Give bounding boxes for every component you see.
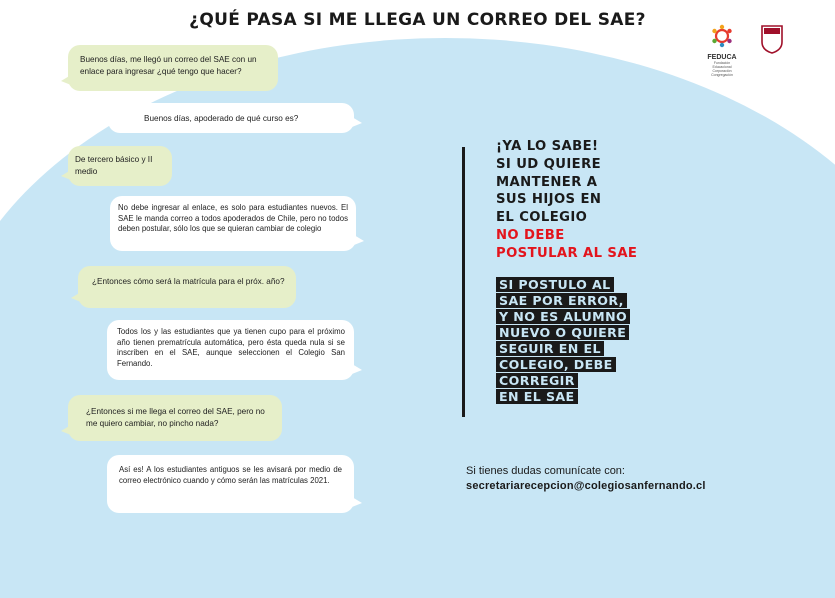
secondary-message-line: CORREGIR (496, 373, 578, 388)
bubble-tail (352, 117, 362, 127)
chat-bubble-answer-1 (108, 103, 354, 133)
chat-bubble-text: Buenos días, apoderado de qué curso es? (144, 114, 299, 123)
chat-bubble-answer-2 (110, 196, 356, 251)
vertical-divider (462, 147, 465, 417)
bubble-tail (352, 497, 362, 507)
chat-bubble-text: ¿Entonces si me llega el correo del SAE, pero no me quiero cambiar, no pincho nada? (86, 407, 265, 428)
secondary-message-line: NUEVO O QUIERE (496, 325, 629, 340)
chat-bubble-text: De tercero básico y II medio (75, 155, 153, 176)
chat-bubble-text: ¿Entonces cómo será la matrícula para el próx. año? (92, 277, 285, 286)
secondary-message-line: EN EL SAE (496, 389, 578, 404)
secondary-message (496, 277, 696, 405)
secondary-message-line: SEGUIR EN EL (496, 341, 604, 356)
bubble-tail (61, 425, 71, 435)
secondary-message-line: Y NO ES ALUMNO (496, 309, 630, 324)
secondary-message-line: COLEGIO, DEBE (496, 357, 616, 372)
page-title: ¿QUÉ PASA SI ME LLEGA UN CORREO DEL SAE? (189, 10, 646, 30)
contact-prompt: Si tienes dudas comunícate con: (466, 465, 625, 477)
feduca-logo (705, 24, 739, 77)
main-message-line: EL COLEGIO (496, 210, 588, 226)
chat-bubble-question-1 (68, 45, 278, 91)
main-message-warning-line: POSTULAR AL SAE (496, 245, 638, 261)
sf-shield-icon (760, 24, 784, 54)
main-message-line: ¡YA LO SABE! (496, 139, 599, 154)
chat-bubble-answer-4 (107, 455, 354, 513)
bubble-tail (71, 292, 81, 302)
main-message-warning-line: NO DEBE (496, 227, 565, 243)
chat-bubble-text: No debe ingresar al enlace, es solo para estudiantes nuevos. El SAE le manda correo a todos apoderados de Chile, pero no todos deben postular, sólo los que se quieran cambiar de colegio (118, 203, 348, 234)
chat-bubble-text: Así es! A los estudiantes antiguos se les avisará por medio de correo electrónico cuando y cómo serán las matrículas 2021. (119, 465, 342, 485)
bubble-tail (352, 364, 362, 374)
main-message-line: MANTENER A (496, 174, 598, 190)
chat-bubble-question-4 (68, 395, 282, 441)
bubble-tail (61, 170, 71, 180)
contact-email[interactable]: secretariarecepcion@colegiosanfernando.cl (466, 480, 706, 492)
bubble-tail (354, 235, 364, 245)
secondary-message-line: SAE POR ERROR, (496, 293, 627, 308)
main-message-line: SI UD QUIERE (496, 156, 602, 172)
main-message-line: SUS HIJOS EN (496, 192, 602, 208)
chat-bubble-text: Todos los y las estudiantes que ya tienen cupo para el próximo año tienen prematrícula automática, pero ésta queda nula si se inscriben en el SAE, aunque seleccionen el Colegio San Fernando. (117, 327, 345, 368)
chat-bubble-text: Buenos días, me llegó un correo del SAE con un enlace para ingresar ¿qué tengo que hacer? (80, 55, 257, 76)
bubble-tail (61, 75, 71, 85)
secondary-message-line: SI POSTULO AL (496, 277, 614, 292)
feduca-logo-icon (709, 24, 735, 48)
feduca-logo-sub: Fundación Educacional Corporación Congregación (711, 61, 733, 77)
main-message (496, 138, 746, 263)
sf-logo (760, 24, 784, 59)
chat-bubble-question-3 (78, 266, 296, 308)
chat-bubble-answer-3 (107, 320, 354, 380)
chat-bubble-question-2 (68, 146, 172, 186)
feduca-logo-label: FEDUCA (707, 54, 737, 61)
